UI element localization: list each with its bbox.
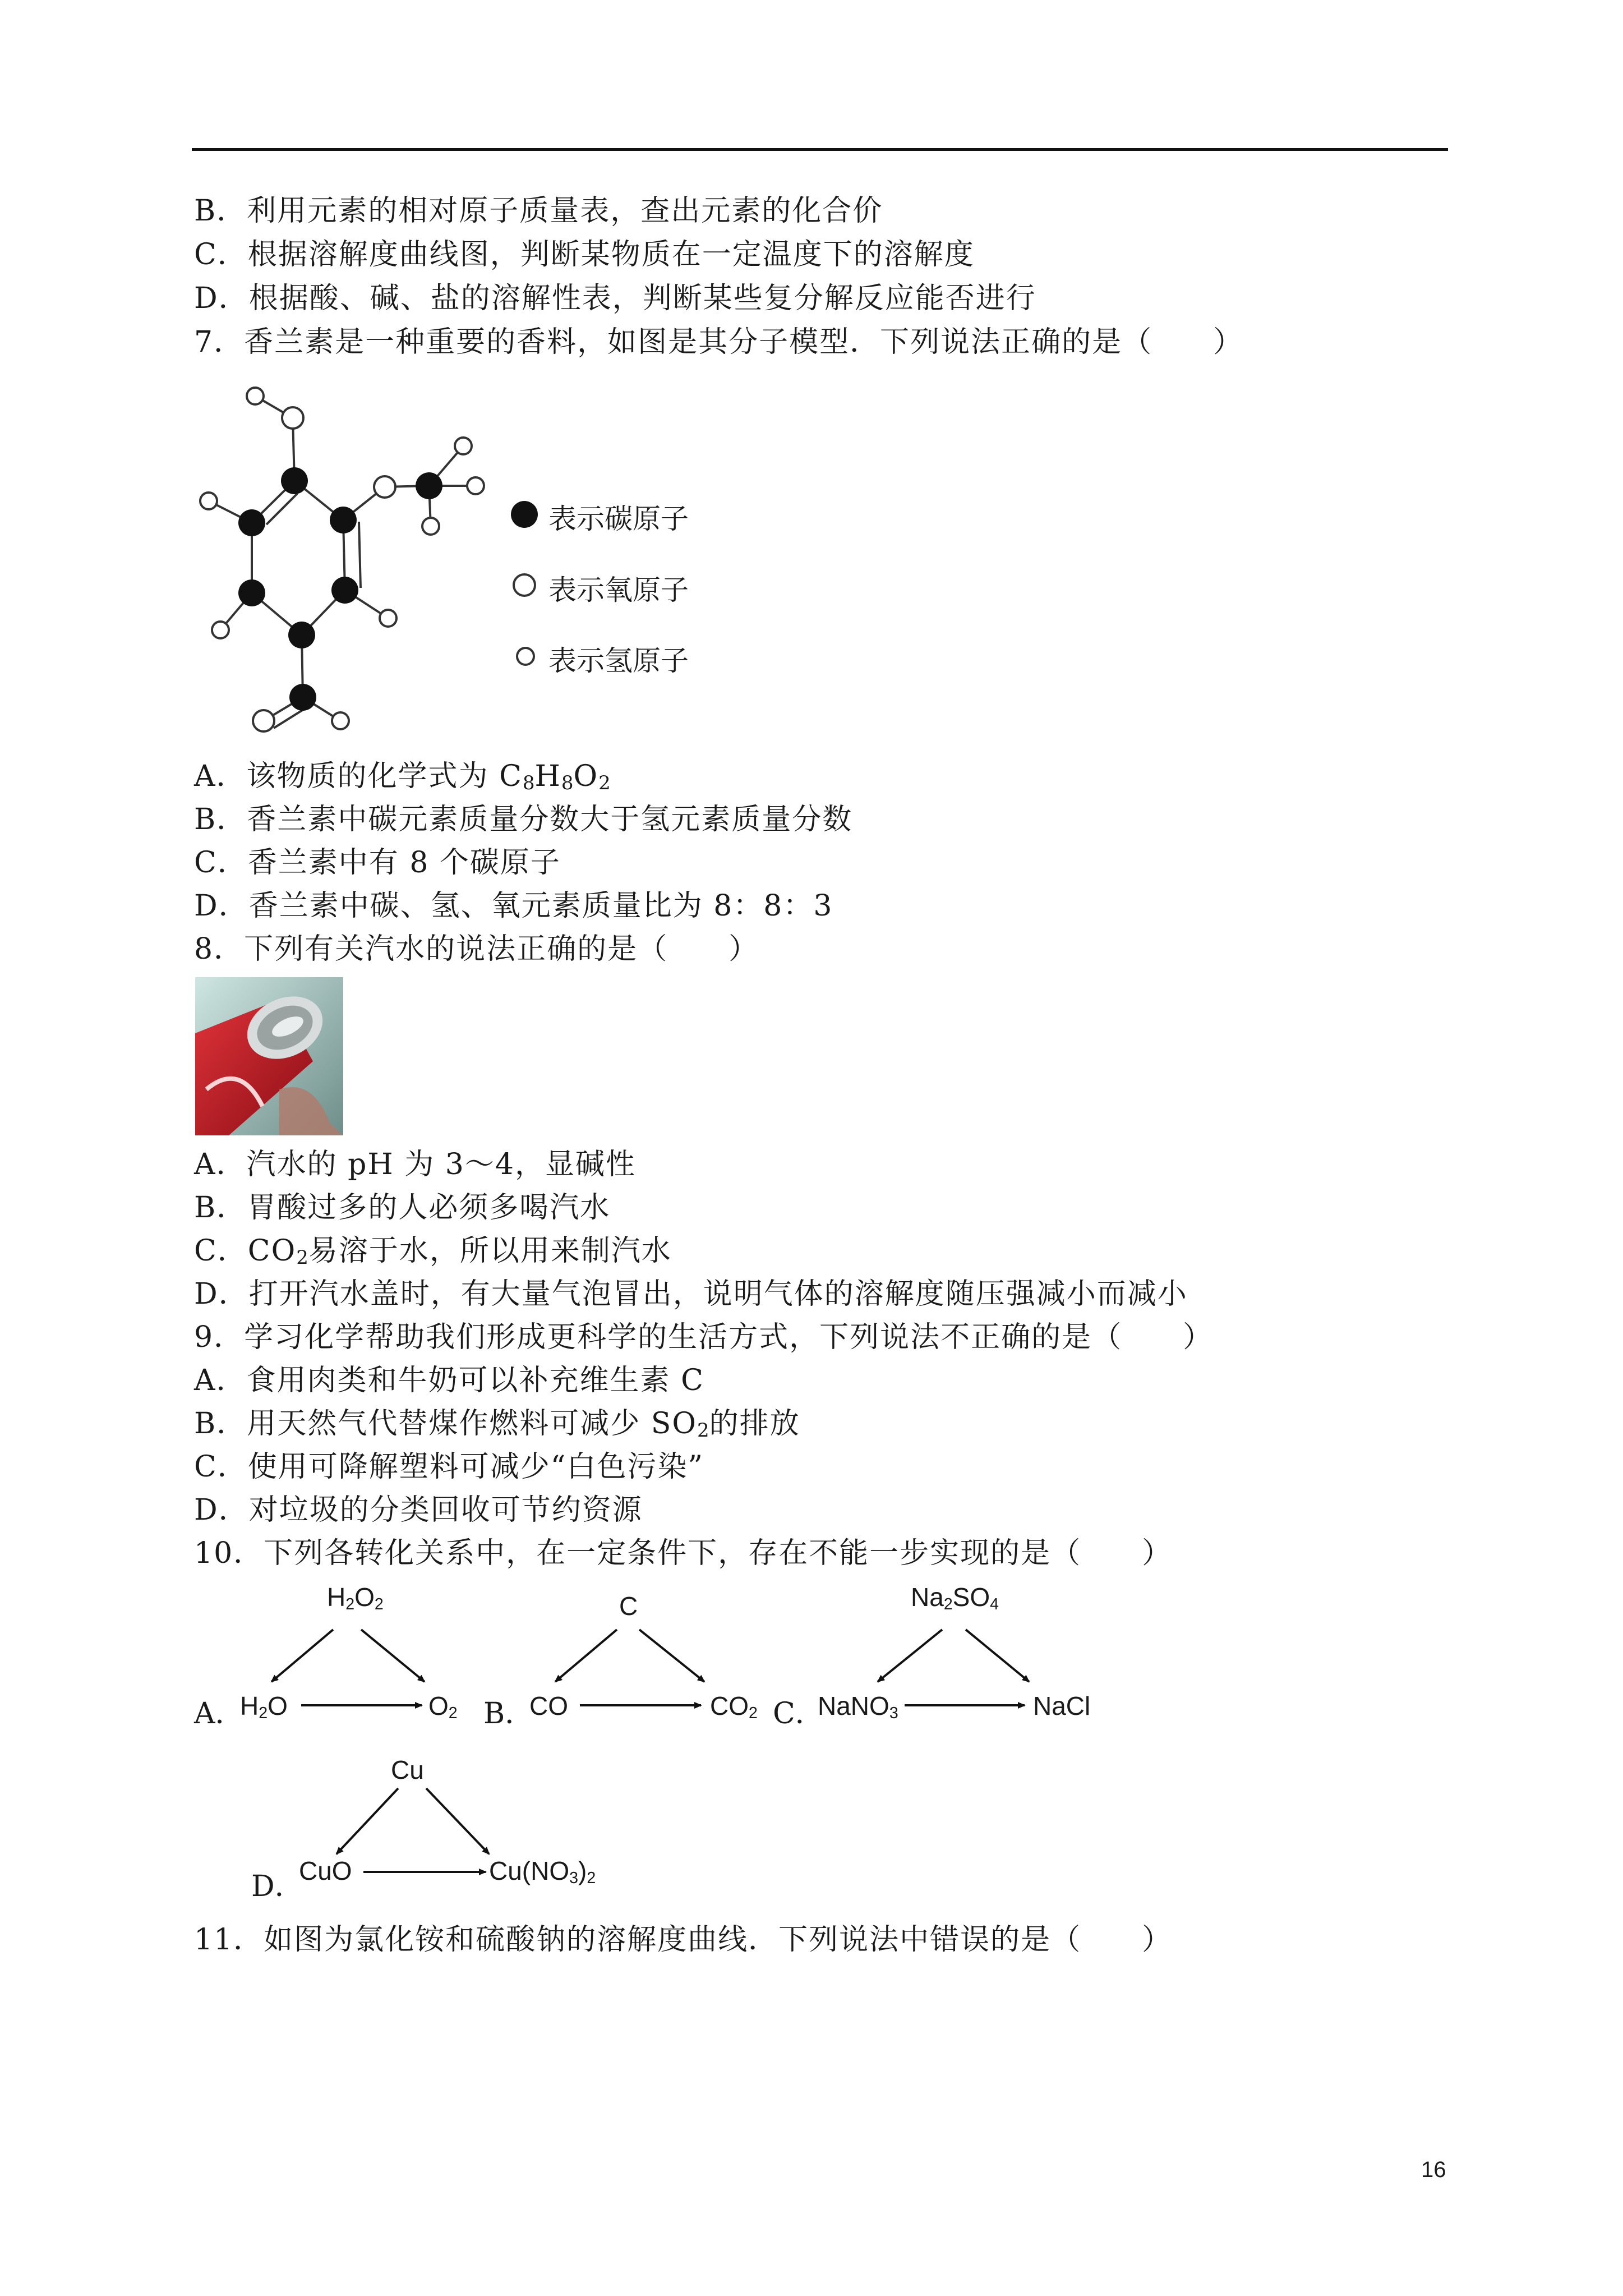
q10b-right-co2: $CO_2$ <box>710 1691 758 1722</box>
q10c-top-na2so4: $Na_2SO_4$ <box>911 1582 999 1613</box>
q10c-left-nano3: NaNO$_3$ <box>818 1691 898 1722</box>
q10a-right-o2: $O_2$ <box>428 1691 458 1722</box>
question-8: 8．下列有关汽水的说法正确的是（ ） <box>194 932 759 966</box>
option-8b: B．胃酸过多的人必须多喝汽水 <box>194 1191 611 1225</box>
q10a-top-h2o2: $H_2O_2$ <box>327 1582 384 1613</box>
option-8d: D．打开汽水盖时，有大量气泡冒出，说明气体的溶解度随压强减小而减小 <box>194 1277 1188 1311</box>
q10c-right-nacl: NaCl <box>1033 1691 1091 1720</box>
legend-carbon: 表示碳原子 <box>548 503 689 535</box>
question-10: 10．下列各转化关系中，在一定条件下，存在不能一步实现的是（ ） <box>194 1536 1173 1570</box>
question-9: 9．学习化学帮助我们形成更科学的生活方式，下列说法不正确的是（ ） <box>194 1320 1214 1354</box>
q10d-top-cu: Cu <box>391 1755 424 1784</box>
q10-option-a-label: A． <box>194 1697 245 1731</box>
q10d-left-cuo: CuO <box>299 1856 352 1885</box>
option-9a: A．食用肉类和牛奶可以补充维生素 C <box>194 1364 704 1397</box>
q10-option-d-label: D． <box>251 1870 304 1903</box>
option-7d: D．香兰素中碳、氢、氧元素质量比为 8：8：3 <box>194 889 833 923</box>
legend-oxygen: 表示氧原子 <box>548 574 689 606</box>
q10b-left-co: CO <box>529 1691 568 1720</box>
legend-hydrogen: 表示氢原子 <box>548 645 689 677</box>
q10b-top-c: C <box>619 1591 638 1621</box>
question-11: 11．如图为氯化铵和硫酸钠的溶解度曲线．下列说法中错误的是（ ） <box>194 1923 1173 1957</box>
q10d-right-cuno32: $Cu(NO_3)_2$ <box>489 1856 596 1887</box>
q10a-left-h2o: $H_2O$ <box>240 1691 288 1722</box>
option-9b: B．用天然气代替煤作燃料可减少 $SO_2$的排放 <box>194 1407 800 1442</box>
option-7c: C．香兰素中有 8 个碳原子 <box>194 846 561 880</box>
question-7: 7．香兰素是一种重要的香料，如图是其分子模型．下列说法正确的是（ ） <box>194 325 1244 359</box>
option-7b: B．香兰素中碳元素质量分数大于氢元素质量分数 <box>194 803 853 836</box>
option-6d: D．根据酸、碱、盐的溶解性表，判断某些复分解反应能否进行 <box>194 282 1036 315</box>
option-8a: A．汽水的 pH 为 3～4，显碱性 <box>194 1148 636 1181</box>
option-8c: C．$CO_2$易溶于水，所以用来制汽水 <box>194 1234 672 1269</box>
q10-option-b-label: B． <box>483 1697 534 1731</box>
option-6c: C．根据溶解度曲线图，判断某物质在一定温度下的溶解度 <box>194 238 975 272</box>
q10-option-c-label: C． <box>773 1697 824 1731</box>
option-9d: D．对垃圾的分类回收可节约资源 <box>194 1493 643 1527</box>
option-6b: B．利用元素的相对原子质量表，查出元素的化合价 <box>194 194 883 228</box>
option-9c: C．使用可降解塑料可减少“白色污染” <box>194 1450 704 1484</box>
page-number: 16 <box>1421 2157 1446 2182</box>
option-7a: A．该物质的化学式为 $C_8H_8O_2$ <box>194 760 611 794</box>
